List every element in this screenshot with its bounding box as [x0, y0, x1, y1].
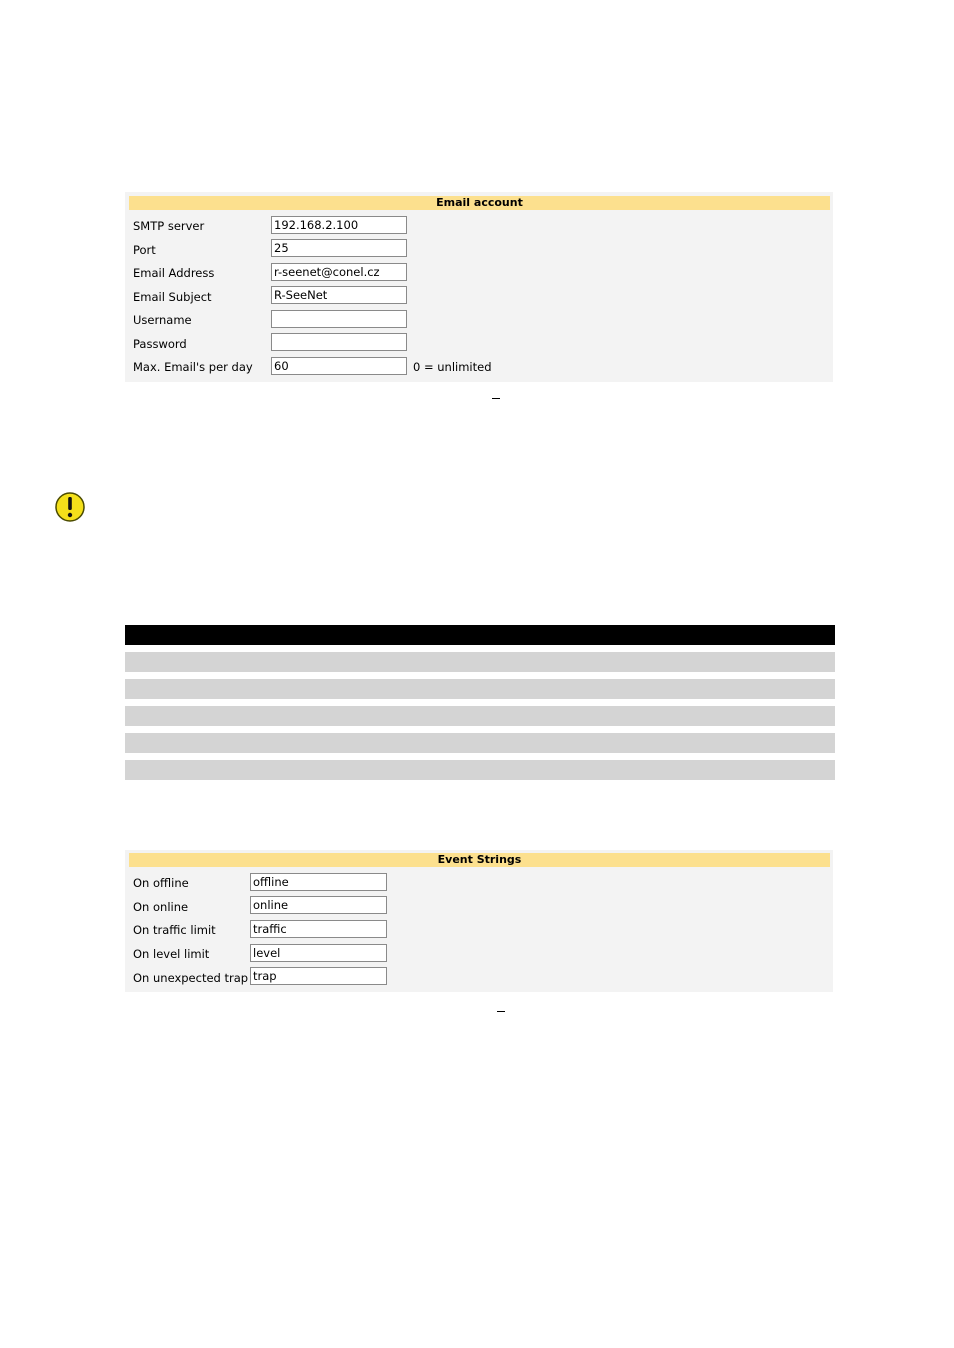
exclamation-warning-icon — [54, 491, 86, 523]
table-row — [125, 760, 835, 780]
max-emails-label: Max. Email's per day — [133, 360, 253, 374]
table-row — [125, 679, 835, 699]
max-emails-hint: 0 = unlimited — [413, 360, 492, 374]
email-subject-label: Email Subject — [133, 290, 212, 304]
on-traffic-limit-label: On traffic limit — [133, 923, 216, 937]
table-row — [125, 652, 835, 672]
event-strings-panel — [125, 850, 833, 992]
email-account-header: Email account — [129, 196, 830, 210]
on-offline-input[interactable]: offline — [250, 873, 387, 891]
on-traffic-limit-input[interactable]: traffic — [250, 920, 387, 938]
password-label: Password — [133, 337, 187, 351]
port-input[interactable]: 25 — [271, 239, 407, 257]
table-row — [125, 733, 835, 753]
email-subject-input[interactable]: R-SeeNet — [271, 286, 407, 304]
table-header — [125, 625, 835, 645]
event-strings-header: Event Strings — [129, 853, 830, 867]
on-level-limit-input[interactable]: level — [250, 944, 387, 962]
on-online-label: On online — [133, 900, 189, 914]
on-unexpected-trap-label: On unexpected trap — [133, 971, 249, 985]
on-offline-label: On offline — [133, 876, 189, 890]
username-input[interactable] — [271, 310, 407, 328]
on-online-input[interactable]: online — [250, 896, 387, 914]
email-account-panel — [125, 192, 833, 382]
caption-dash — [492, 398, 500, 399]
email-address-input[interactable]: r-seenet@conel.cz — [271, 263, 407, 281]
smtp-server-label: SMTP server — [133, 219, 205, 233]
password-input[interactable] — [271, 333, 407, 351]
max-emails-input[interactable]: 60 — [271, 357, 407, 375]
table-row — [125, 706, 835, 726]
username-label: Username — [133, 313, 192, 327]
port-label: Port — [133, 243, 156, 257]
on-level-limit-label: On level limit — [133, 947, 210, 961]
data-table — [125, 625, 835, 780]
email-address-label: Email Address — [133, 266, 215, 280]
smtp-server-input[interactable]: 192.168.2.100 — [271, 216, 407, 234]
caption-dash-2 — [497, 1011, 505, 1012]
on-unexpected-trap-input[interactable]: trap — [250, 967, 387, 985]
